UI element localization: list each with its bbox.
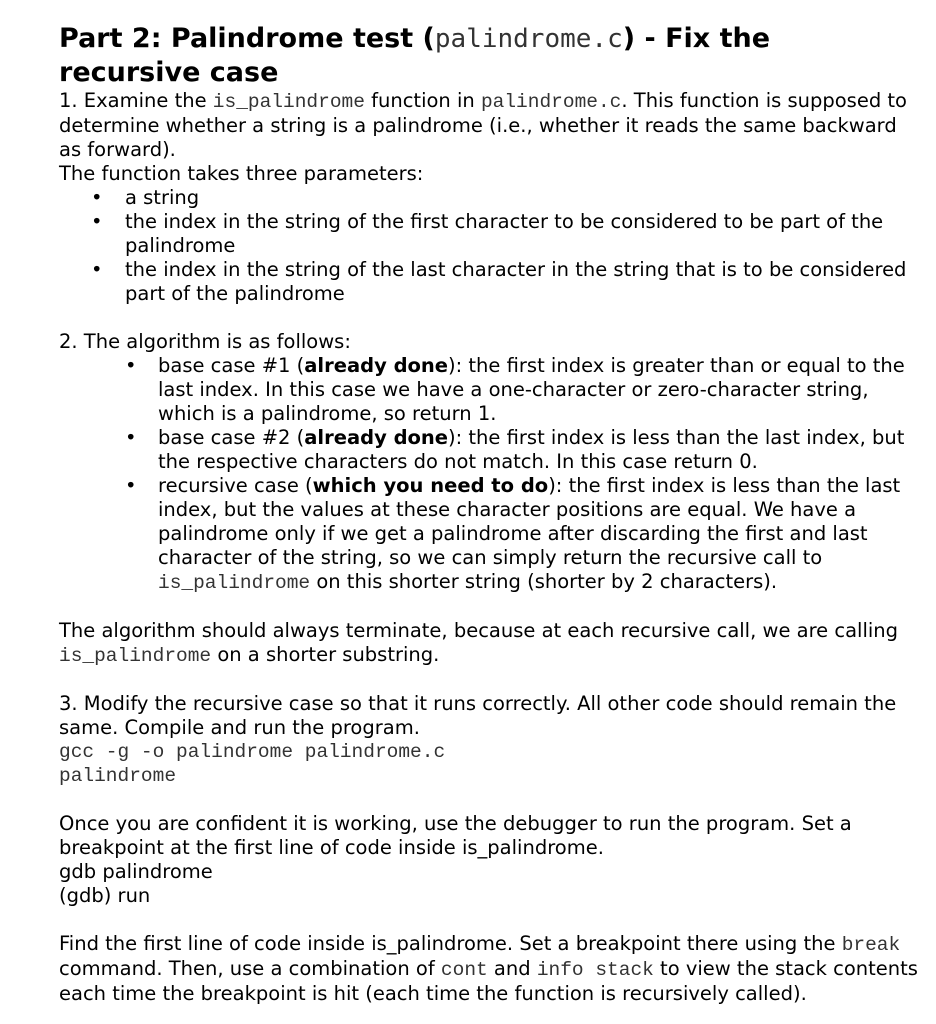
final-text: Find the first line of code inside is_palindrome. Set a breakpoint there using the xyxy=(59,932,842,955)
params-intro: The function takes three parameters: xyxy=(59,162,424,185)
list-item xyxy=(59,354,919,426)
final-text: to view the stack contents each time the breakpoint is hit (each time the function is recursively called). xyxy=(59,957,918,1005)
final-paragraph xyxy=(59,932,919,1006)
item-text: ): the first index is less than the last index, but the respective characters do not match. In this case return 0. xyxy=(158,426,905,473)
document xyxy=(59,22,919,1006)
terminate-text: The algorithm should always terminate, because at each recursive call, we are calling xyxy=(59,619,899,642)
title-filename: palindrome.c xyxy=(434,24,623,54)
item-bold: which you need to do xyxy=(312,474,549,497)
item-text: ): the first index is less than the last index, but the values at these character positions are equal. We have a palindrome only if we get a palindrome after discarding the first and last character of the string, so we can simply return the recursive call to xyxy=(158,474,901,569)
code-is-palindrome: is_palindrome xyxy=(59,645,212,667)
code-is-palindrome: is_palindrome xyxy=(212,91,365,113)
debug-paragraph: Once you are confident it is working, use the debugger to run the program. Set a breakpoint at the first line of code inside is_palindrome. xyxy=(59,812,852,859)
gdb-run-command: (gdb) run xyxy=(59,884,151,907)
list-item: • the index in the string of the first character to be considered to be part of the palindrome xyxy=(59,210,919,258)
final-text: command. Then, use a combination of xyxy=(59,957,441,980)
page-title xyxy=(59,22,919,89)
item-bold: already done xyxy=(304,354,449,377)
gdb-command: gdb palindrome xyxy=(59,860,213,883)
params-list xyxy=(59,186,919,306)
code-info-stack: info stack xyxy=(536,959,654,981)
item-text: ): the first index is greater than or equal to the last index. In this case we have a one-character or zero-character string, which is a palindrome, so return 1. xyxy=(158,354,905,425)
item-text: recursive case ( xyxy=(158,474,313,497)
code-is-palindrome: is_palindrome xyxy=(158,572,311,594)
list-item xyxy=(59,474,919,595)
item-text: base case #2 ( xyxy=(158,426,305,449)
algorithm-list xyxy=(59,354,919,595)
step1-text-b: function in xyxy=(364,89,481,112)
title-text-end: ) - Fix the recursive case xyxy=(59,23,771,88)
list-item: • the index in the string of the last character in the string that is to be considered part of the palindrome xyxy=(59,258,919,306)
step1-paragraph xyxy=(59,89,919,162)
terminate-text: on a shorter substring. xyxy=(211,643,440,666)
item-text: on this shorter string (shorter by 2 characters). xyxy=(310,570,778,593)
step1-text-a: 1. Examine the xyxy=(59,89,213,112)
step1-text-c: . This function is supposed to determine whether a string is a palindrome (i.e., whether it reads the same backward as forward). xyxy=(59,89,907,161)
run-command: palindrome xyxy=(59,765,177,787)
compile-command: gcc -g -o palindrome palindrome.c xyxy=(59,741,446,763)
step3-paragraph: 3. Modify the recursive case so that it runs correctly. All other code should remain the same. Compile and run the program. xyxy=(59,692,897,739)
code-break: break xyxy=(841,934,901,956)
code-filename: palindrome.c xyxy=(480,91,622,113)
title-text: Part 2: Palindrome test ( xyxy=(59,23,435,54)
final-text: and xyxy=(487,957,537,980)
step2-intro: 2. The algorithm is as follows: xyxy=(59,330,351,353)
list-item: • a string xyxy=(59,186,919,210)
item-text: base case #1 ( xyxy=(158,354,305,377)
code-cont: cont xyxy=(440,959,488,981)
list-item xyxy=(59,426,919,474)
item-bold: already done xyxy=(304,426,449,449)
terminate-paragraph xyxy=(59,619,919,668)
